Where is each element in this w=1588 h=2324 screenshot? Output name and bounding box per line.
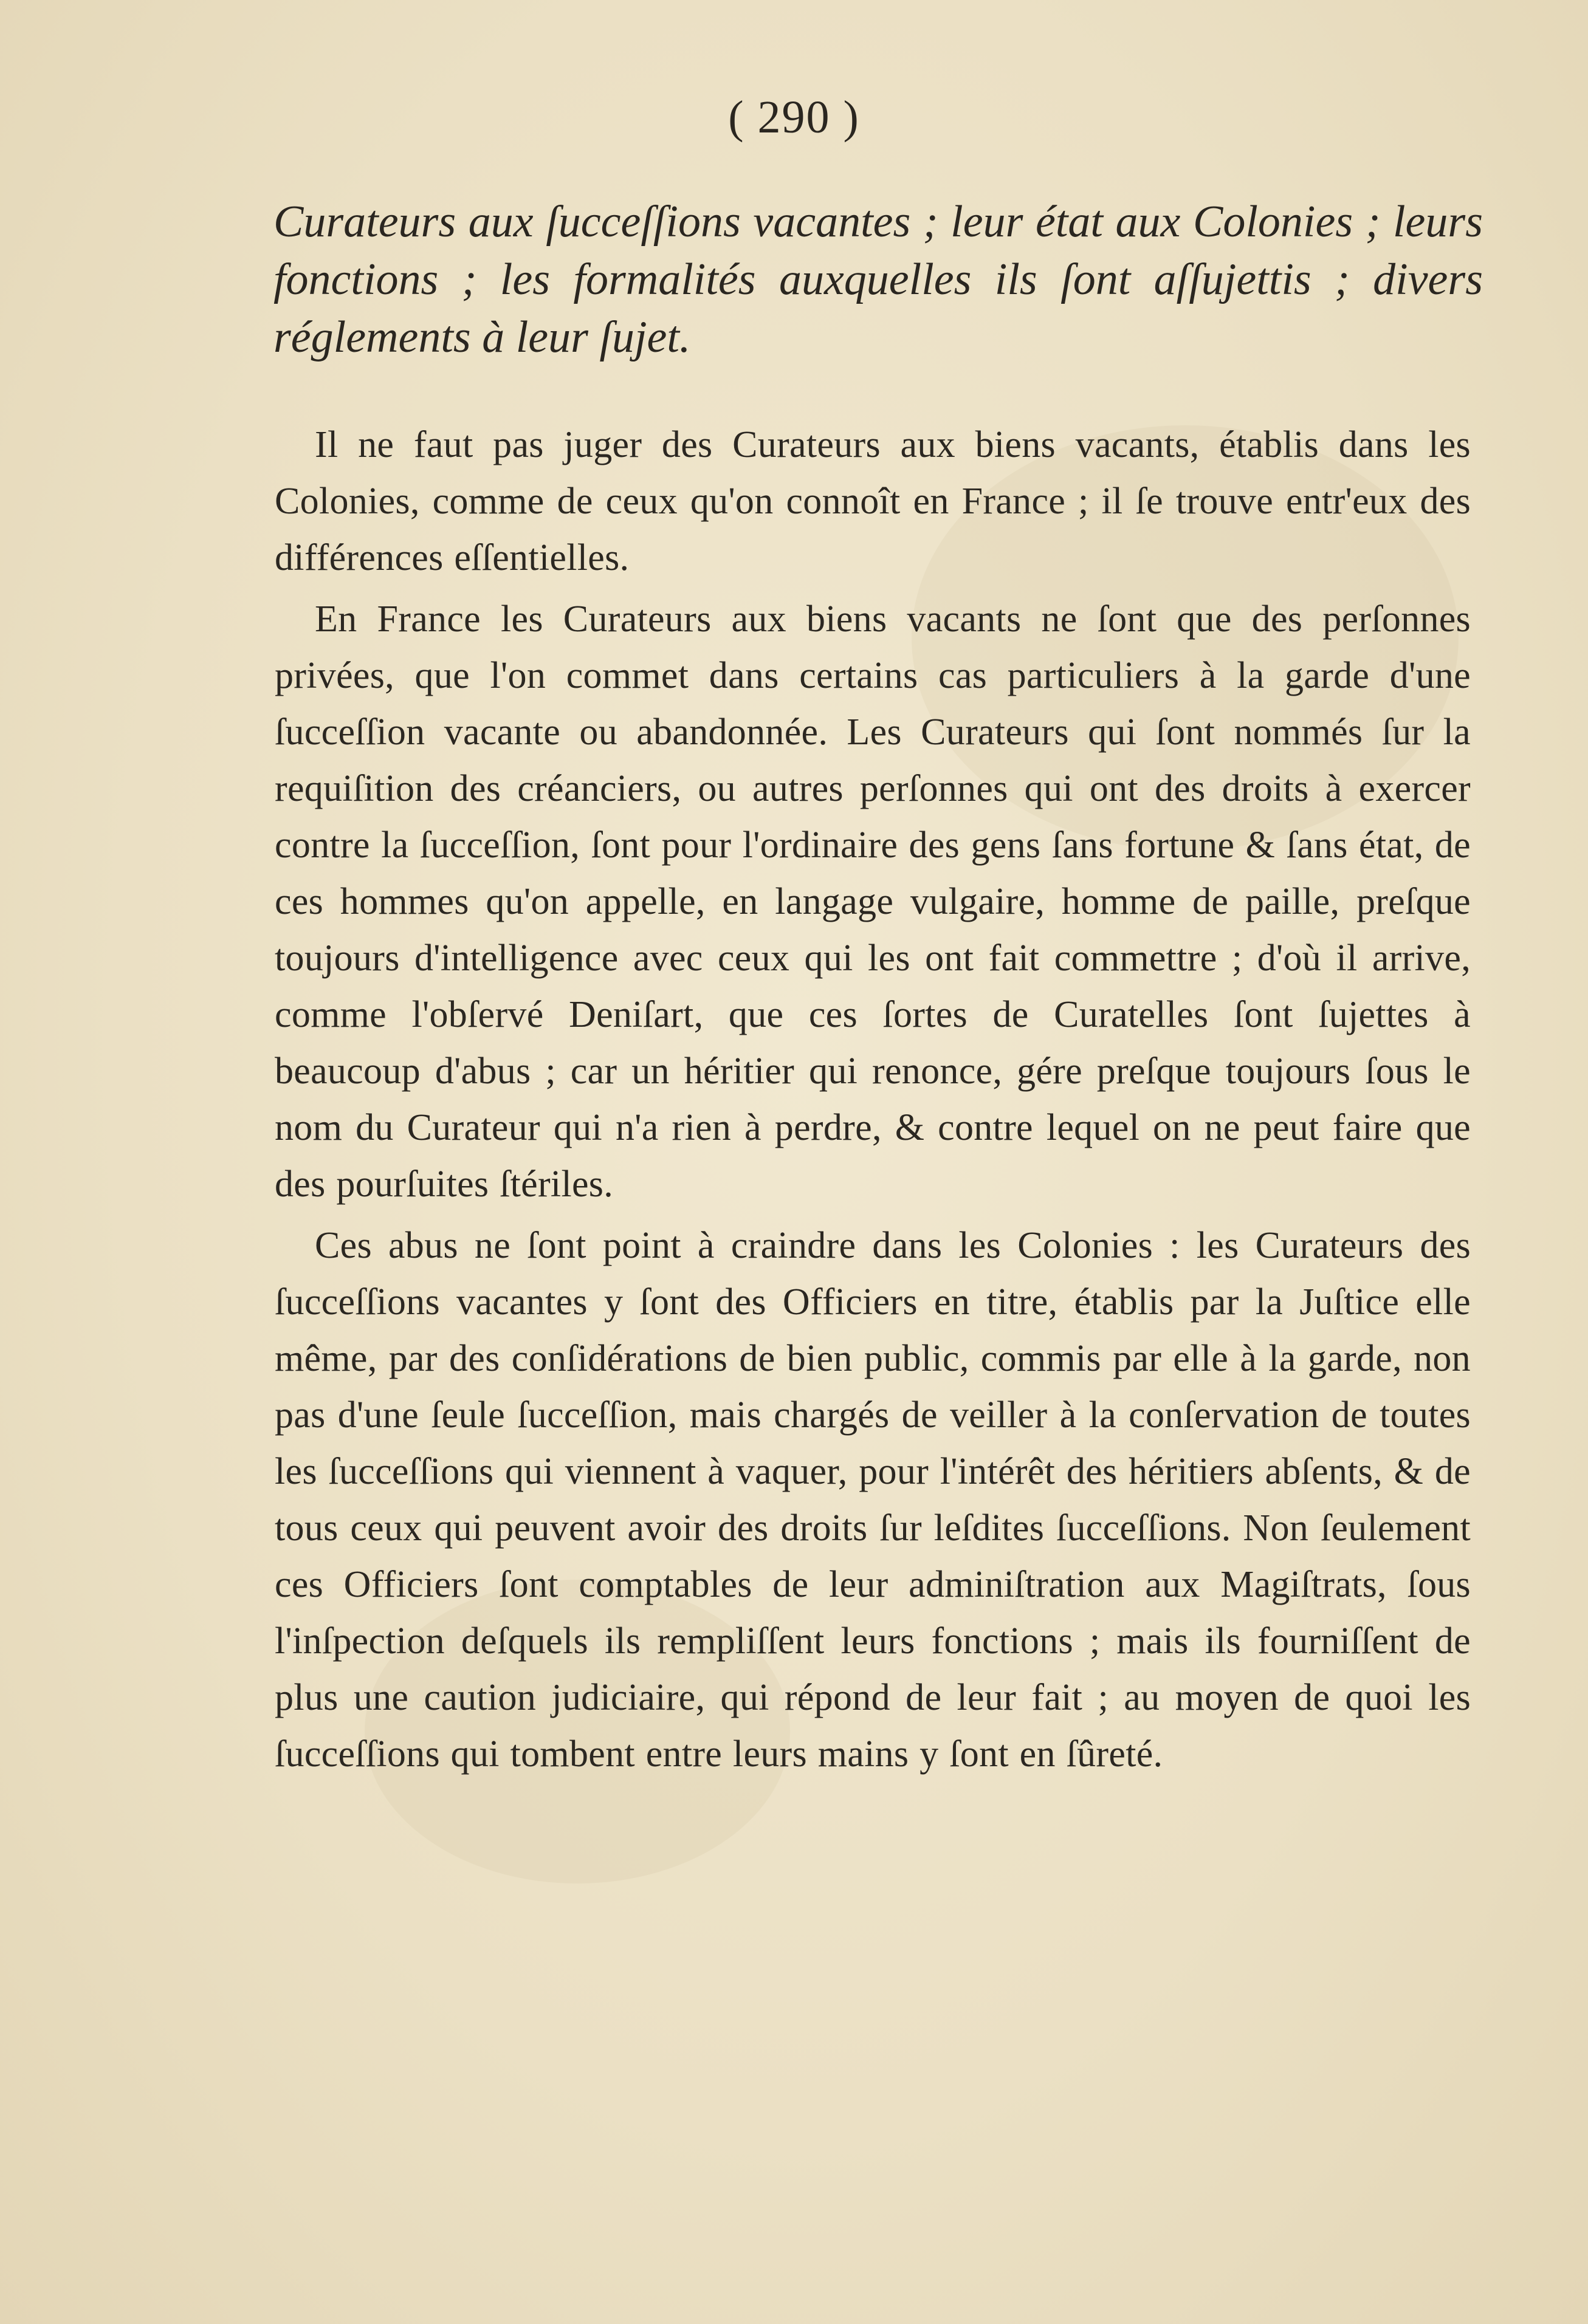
page-number: ( 290 ) xyxy=(728,92,860,143)
body-text xyxy=(275,417,1471,1788)
section-heading: Curateurs aux ſucceſſions vacantes ; leur état aux Colonies ; leurs fonctions ; les formalités auxquelles ils ſont aſſujettis ; divers réglements à leur ſujet. xyxy=(273,197,1483,362)
paragraph-1: Il ne faut pas juger des Curateurs aux biens vacants, établis dans les Colonies, comme de ceux qu'on connoît en France ; il ſe trouve entr'eux des différences eſſentielles. xyxy=(275,424,1471,578)
paragraph-2: En France les Curateurs aux biens vacants ne ſont que des perſonnes privées, que l'on commet dans certains cas particuliers à la garde d'une ſucceſſion vacante ou abandonnée. Les Curateurs qui ſont nommés ſur la requiſition des créanciers, ou autres perſonnes qui ont des droits à exercer contre la ſucceſſion, ſont pour l'ordinaire des gens ſans fortune & ſans état, de ces hommes qu'on appelle, en langage vulgaire, homme de paille, preſque toujours d'intelligence avec ceux qui les ont fait commettre ; d'où il arrive, comme l'obſervé Deniſart, que ces ſortes de Curatelles ſont ſujettes à beaucoup d'abus ; car un héritier qui renonce, gére preſque toujours ſous le nom du Curateur qui n'a rien à perdre, & contre lequel on ne peut faire que des pourſuites ſtériles. xyxy=(275,598,1471,1205)
paragraph-3: Ces abus ne ſont point à craindre dans les Colonies : les Curateurs des ſucceſſions vacantes y ſont des Officiers en titre, établis par la Juſtice elle même, par des conſidérations de bien public, commis par elle à la garde, non pas d'une ſeule ſucceſſion, mais chargés de veiller à la conſervation de toutes les ſucceſſions qui viennent à vaquer, pour l'intérêt des héritiers abſents, & de tous ceux qui peuvent avoir des droits ſur leſdites ſucceſſions. Non ſeulement ces Officiers ſont comptables de leur adminiſtration aux Magiſtrats, ſous l'inſpection deſquels ils rempliſſent leurs fonctions ; mais ils fourniſſent de plus une caution judiciaire, qui répond de leur fait ; au moyen de quoi les ſucceſſions qui tombent entre leurs mains y ſont en ſûreté. xyxy=(275,1225,1471,1775)
